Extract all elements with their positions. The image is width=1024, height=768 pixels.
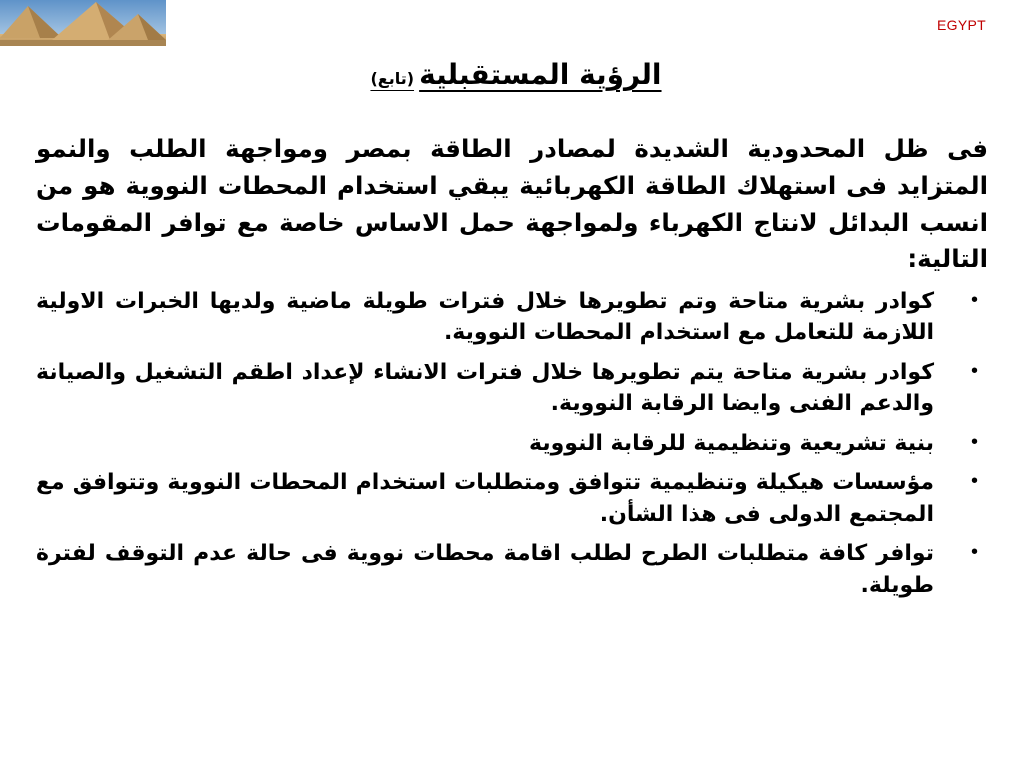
intro-paragraph: فى ظل المحدودية الشديدة لمصادر الطاقة بمصر ومواجهة الطلب والنمو المتزايد فى استهلاك الطاقة الكهربائية يبقي استخدام المحطات النووية هو من انسب البدائل لانتاج الكهرباء ولمواجهة حمل الاساس خاصة مع توافر المقومات التالية:: [36, 134, 988, 274]
slide-title: [0, 58, 1024, 91]
bullet-text: توافر كافة متطلبات الطرح لطلب اقامة محطات نووية فى حالة عدم التوقف لفترة طويلة.: [36, 541, 934, 598]
list-item: [36, 357, 988, 420]
list-item: [36, 428, 988, 459]
list-item: [36, 286, 988, 349]
bullet-text: كوادر بشرية متاحة وتم تطويرها خلال فترات طويلة ماضية ولديها الخبرات الاولية اللازمة للتعامل مع استخدام المحطات النووية.: [36, 289, 934, 346]
bullet-icon: •: [970, 470, 978, 493]
title-main: الرؤية المستقبلية: [419, 58, 662, 91]
country-label: EGYPT: [937, 17, 986, 33]
title-sub: (تابع): [370, 69, 415, 88]
bullet-text: مؤسسات هيكيلة وتنظيمية تتوافق ومتطلبات استخدام المحطات النووية وتتوافق مع المجتمع الدولى فى هذا الشأن.: [36, 470, 934, 527]
bullet-icon: •: [970, 541, 978, 564]
bullet-text: بنية تشريعية وتنظيمية للرقابة النووية: [529, 430, 934, 456]
list-item: [36, 467, 988, 530]
list-item: [36, 538, 988, 601]
bullet-icon: •: [970, 289, 978, 311]
bullet-icon: •: [970, 430, 978, 453]
bullet-icon: •: [970, 359, 978, 382]
bullet-text: كوادر بشرية متاحة يتم تطويرها خلال فترات الانشاء لإعداد اطقم التشغيل والصيانة والدعم الفنى وايضا الرقابة النووية.: [36, 359, 934, 417]
bullet-list: [36, 286, 988, 601]
pyramids-image: [0, 0, 166, 46]
slide-body: [36, 131, 988, 609]
